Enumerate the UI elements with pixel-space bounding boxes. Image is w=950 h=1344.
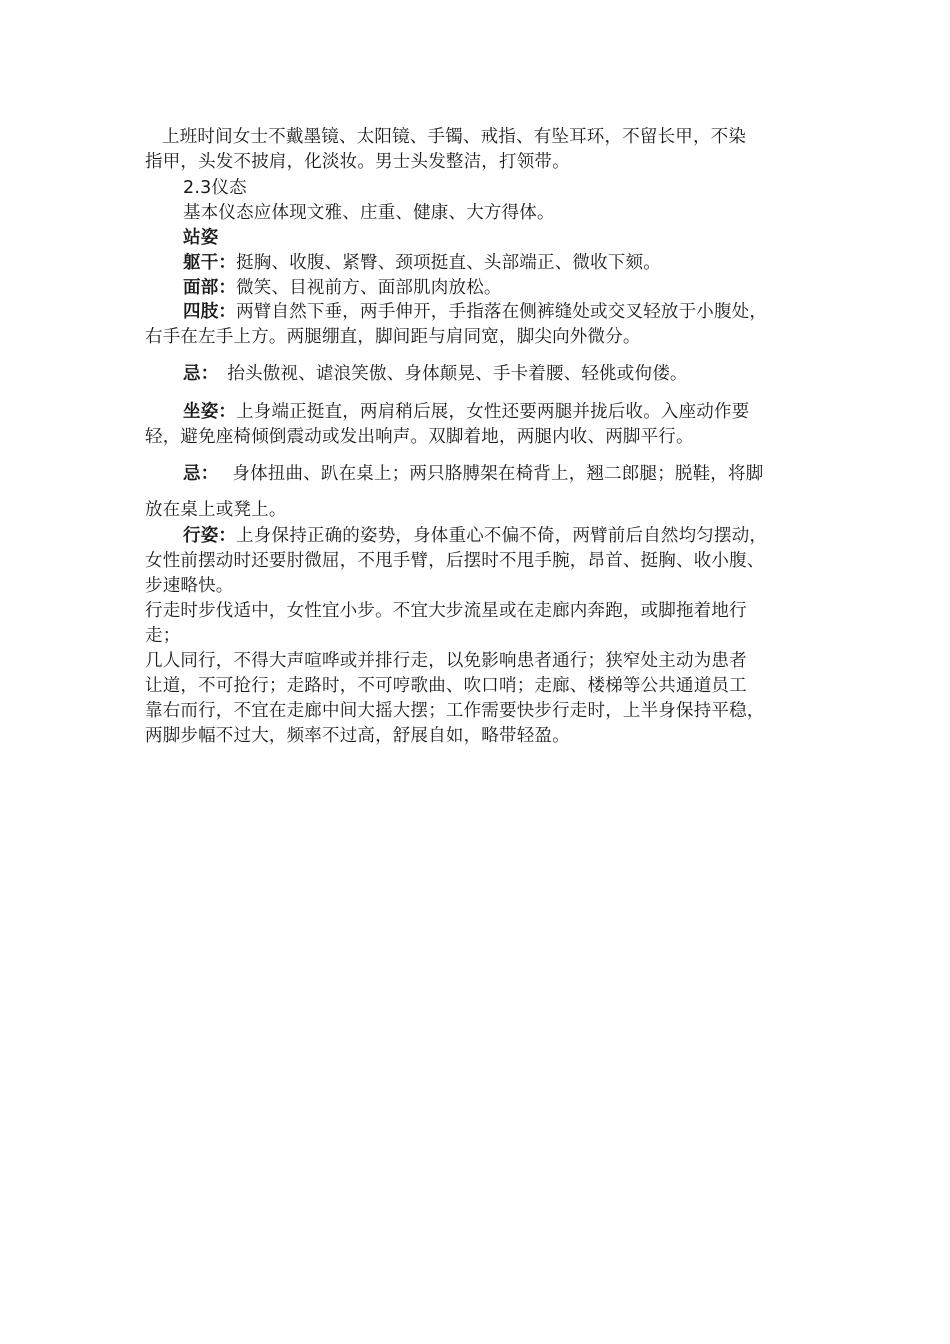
- torso-label: 躯干：: [183, 253, 237, 273]
- intro-text: 基本仪态应体现文雅、庄重、健康、大方得体。: [183, 203, 555, 223]
- standing-avoid: [183, 362, 853, 387]
- walking-line-2: 女性前摆动时还要肘微屈，不甩手臂，后摆时不甩手腕，昂首、挺胸、收小腹、: [145, 551, 765, 571]
- paragraph-dress-code-line-1: 上班时间女士不戴墨镜、太阳镜、手镯、戒指、有坠耳环，不留长甲，不染: [162, 127, 747, 147]
- sitting-avoid-line-1: [183, 462, 853, 487]
- walking-p2-line-2: 走；: [145, 626, 181, 646]
- sitting-line-1: [183, 400, 853, 425]
- standing-limbs-line-2: 右手在左手上方。两腿绷直，脚间距与肩同宽，脚尖向外微分。: [145, 327, 641, 347]
- face-text: 微笑、目视前方、面部肌肉放松。: [236, 278, 502, 298]
- section-heading: 2.3仪态: [183, 178, 247, 198]
- walking-p2-line-1: 行走时步伐适中，女性宜小步。不宜大步流星或在走廊内奔跑，或脚拖着地行: [145, 601, 747, 621]
- limbs-label: 四肢：: [183, 302, 237, 322]
- walking-line-1: [183, 524, 853, 549]
- avoid-text: 抬头傲视、谑浪笑傲、身体颠晃、手卡着腰、轻佻或佝偻。: [227, 364, 688, 384]
- walking-p3-line-2: 让道，不可抢行；走路时，不可哼歌曲、吹口哨；走廊、楼梯等公共通道员工: [145, 676, 747, 696]
- limbs-text-1: 两臂自然下垂，两手伸开，手指落在侧裤缝处或交叉轻放于小腹处，: [236, 302, 768, 322]
- walking-label: 行姿：: [183, 526, 237, 546]
- walking-line-3: 步速略快。: [145, 576, 234, 596]
- avoid-label: 忌：: [183, 364, 219, 384]
- sitting-label: 坐姿：: [183, 402, 237, 422]
- face-label: 面部：: [183, 278, 237, 298]
- walking-text-1: 上身保持正确的姿势，身体重心不偏不倚，两臂前后自然均匀摆动，: [236, 526, 768, 546]
- walking-p3-line-4: 两脚步幅不过大，频率不过高，舒展自如，略带轻盈。: [145, 726, 570, 746]
- sitting-avoid-text-1: 身体扭曲、趴在桌上；两只胳膊架在椅背上，翘二郎腿；脱鞋，将脚: [232, 464, 764, 484]
- standing-face: [183, 276, 853, 301]
- sitting-line-2: 轻，避免座椅倾倒震动或发出响声。双脚着地，两腿内收、两脚平行。: [145, 427, 694, 447]
- sitting-avoid-line-2: 放在桌上或凳上。: [145, 500, 287, 520]
- standing-limbs-line-1: [183, 300, 853, 325]
- walking-p3-line-3: 靠右而行，不宜在走廊中间大摇大摆；工作需要快步行走时，上半身保持平稳，: [145, 701, 765, 721]
- walking-p3-line-1: 几人同行，不得大声喧哗或并排行走，以免影响患者通行；狭窄处主动为患者: [145, 651, 747, 671]
- sitting-avoid-label: 忌：: [183, 464, 219, 484]
- standing-heading: 站姿: [183, 228, 219, 248]
- torso-text: 挺胸、收腹、紧臀、颈项挺直、头部端正、微收下颏。: [236, 253, 661, 273]
- standing-torso: [183, 251, 853, 276]
- paragraph-dress-code-line-2: 指甲，头发不披肩，化淡妆。男士头发整洁，打领带。: [145, 152, 570, 172]
- sitting-text-1: 上身端正挺直，两肩稍后展，女性还要两腿并拢后收。入座动作要: [236, 402, 750, 422]
